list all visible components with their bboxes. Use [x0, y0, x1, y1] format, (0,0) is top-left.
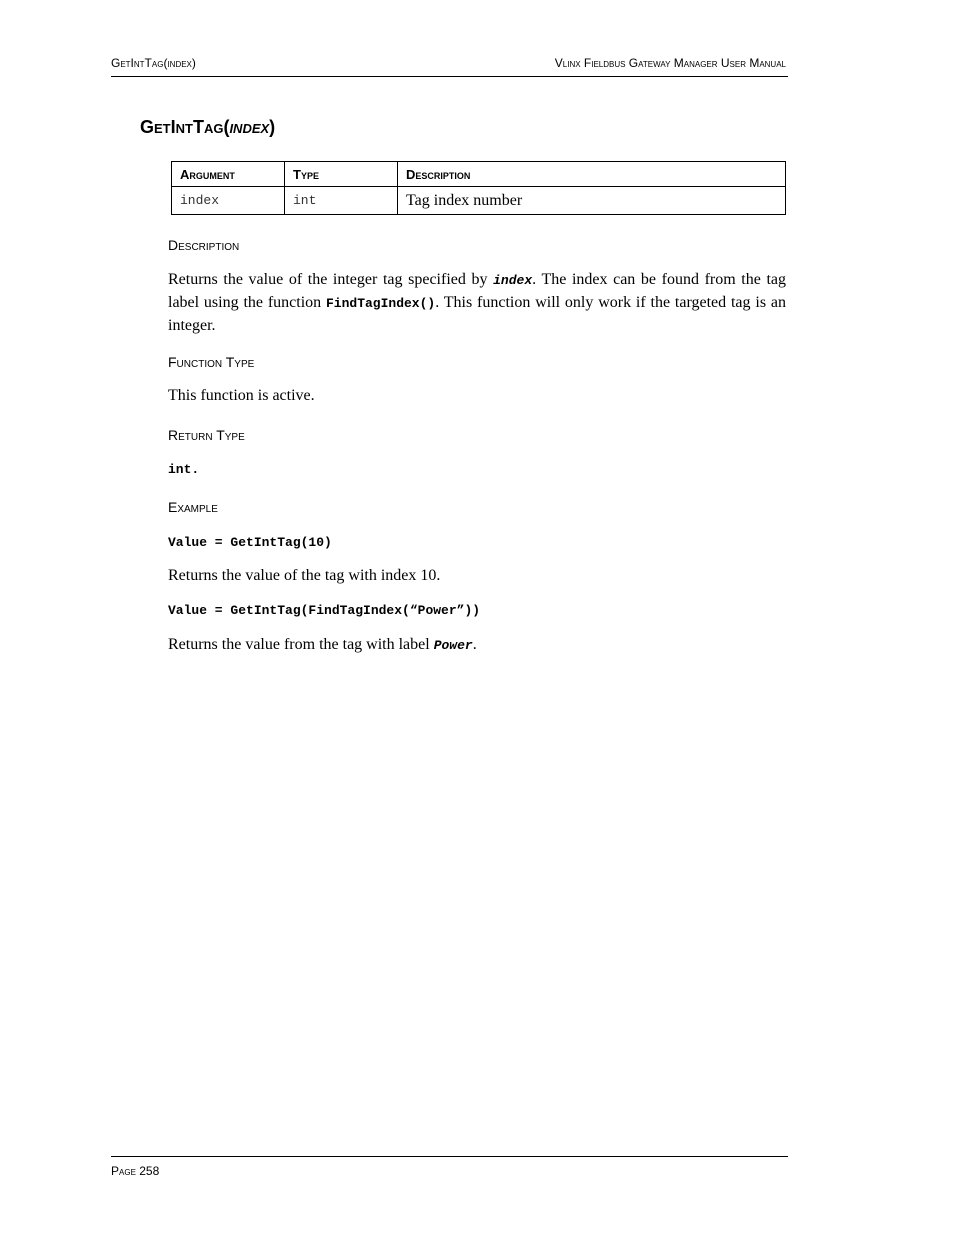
table-header-row: [172, 162, 786, 187]
cell-description: Tag index number: [398, 187, 786, 215]
header-description: Description: [398, 162, 786, 187]
function-type-heading: Function Type: [168, 354, 255, 370]
page-footer: [111, 1156, 788, 1178]
description-code-index: index: [493, 273, 533, 288]
example-text-2a: Returns the value from the tag with label: [168, 636, 434, 653]
cell-type: int: [285, 187, 398, 215]
example-code-2: Value = GetIntTag(FindTagIndex(“Power”)): [168, 603, 481, 618]
example-text-1: Returns the value of the tag with index 10.: [168, 567, 441, 584]
description-heading: Description: [168, 237, 240, 253]
description-text-1: Returns the value of the integer tag specified by: [168, 271, 494, 288]
example-text-2b: .: [472, 636, 477, 653]
title-close: ): [269, 117, 276, 137]
example-code-power: Power: [433, 638, 473, 653]
header-manual-title: Vlinx Fieldbus Gateway Manager User Manual: [554, 56, 786, 70]
return-type-value: int.: [168, 462, 200, 477]
description-code-findtagindex: FindTagIndex(): [325, 296, 436, 311]
example-heading: Example: [168, 499, 218, 515]
return-type-heading: Return Type: [168, 427, 245, 443]
title-function-name: GetIntTag(: [140, 117, 230, 137]
example-code-1: Value = GetIntTag(10): [168, 535, 332, 550]
page-number: Page 258: [111, 1164, 160, 1178]
header-type: Type: [285, 162, 398, 187]
header-section-title: GetIntTag(index): [111, 56, 196, 70]
description-paragraph: [168, 269, 786, 337]
arguments-table: [171, 161, 786, 215]
page-header: [111, 56, 788, 77]
description-text-3: . This function will only work if the targeted tag is an integer.: [168, 294, 786, 334]
function-type-text: This function is active.: [168, 387, 315, 404]
cell-argument: index: [172, 187, 285, 215]
title-param: index: [229, 117, 270, 137]
description-text-2: . The index can be found from the tag label using the function: [168, 271, 787, 311]
example-text-2: [168, 634, 786, 657]
table-row: [172, 187, 786, 215]
page-title: [140, 117, 275, 138]
header-argument: Argument: [172, 162, 285, 187]
